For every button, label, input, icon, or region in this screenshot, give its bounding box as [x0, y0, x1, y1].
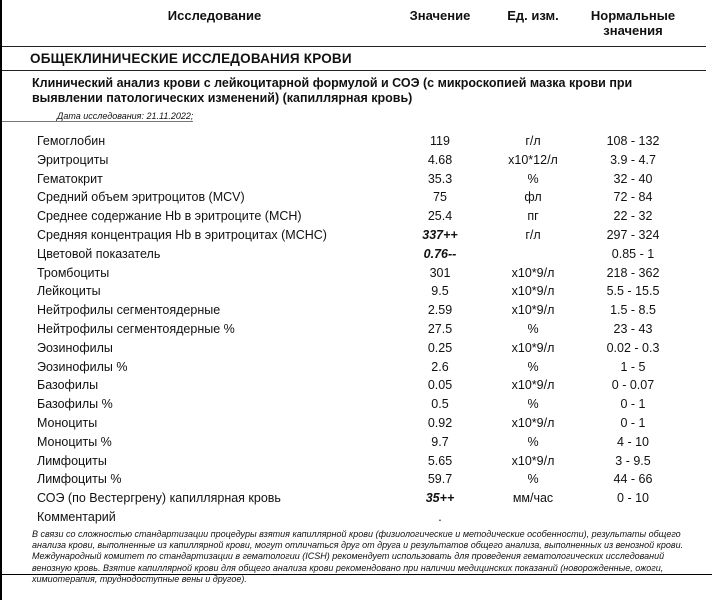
- table-row: [2, 226, 706, 245]
- row-norm: 4 - 10: [617, 434, 649, 449]
- table-row: [2, 264, 706, 283]
- row-unit: %: [527, 397, 539, 412]
- row-norm: 5.5 - 15.5: [606, 284, 660, 299]
- table-row: [2, 132, 706, 151]
- row-value: 4.68: [427, 152, 453, 167]
- study-date-wrap: [2, 106, 706, 124]
- row-value: 2.59: [427, 303, 453, 318]
- table-row: [2, 452, 706, 471]
- row-value: 35.3: [427, 171, 453, 186]
- table-row: [2, 301, 706, 320]
- table-row: [2, 170, 706, 189]
- row-parameter: Нейтрофилы сегментоядерные: [37, 303, 221, 318]
- panel-title: Клинический анализ крови с лейкоцитарной формулой и СОЭ (с микроскопией мазка крови при выявлении патологических изменений) (капиллярная кровь): [32, 76, 633, 105]
- row-parameter: Базофилы: [37, 378, 99, 393]
- table-row: [2, 320, 706, 339]
- row-value: .: [438, 509, 442, 524]
- row-parameter: Гематокрит: [37, 171, 103, 186]
- row-value: 0.05: [427, 378, 453, 393]
- table-row: [2, 339, 706, 358]
- table-row: [2, 470, 706, 489]
- row-unit: г/л: [525, 227, 541, 242]
- row-value: 0.25: [427, 340, 453, 355]
- row-value: 35++: [425, 491, 455, 506]
- table-row: [2, 151, 706, 170]
- table-row: [2, 433, 706, 452]
- row-unit: %: [527, 321, 539, 336]
- row-norm: 1.5 - 8.5: [610, 303, 656, 318]
- header-norm: Нормальные значения: [590, 8, 676, 38]
- row-norm: 0 - 1: [620, 397, 646, 412]
- row-value: 9.5: [431, 284, 449, 299]
- row-parameter: СОЭ (по Вестергрену) капиллярная кровь: [37, 491, 281, 506]
- row-unit: х10*9/л: [511, 340, 555, 355]
- row-value: 0.5: [431, 397, 449, 412]
- row-norm: 0.85 - 1: [611, 246, 655, 261]
- row-parameter: Эозинофилы %: [37, 359, 128, 374]
- row-unit: %: [527, 434, 539, 449]
- row-value: 25.4: [427, 209, 453, 224]
- row-norm: 1 - 5: [620, 359, 646, 374]
- row-unit: х10*9/л: [511, 453, 555, 468]
- lab-report-page: [2, 0, 712, 585]
- row-parameter: Моноциты: [37, 415, 98, 430]
- row-unit: %: [527, 171, 539, 186]
- row-norm: 3.9 - 4.7: [610, 152, 656, 167]
- row-parameter: Эозинофилы: [37, 340, 113, 355]
- row-unit: %: [527, 359, 539, 374]
- row-parameter: Средний объем эритроцитов (MCV): [37, 190, 245, 205]
- header-unit: Ед. изм.: [507, 8, 559, 23]
- row-unit: фл: [524, 190, 542, 205]
- row-unit: %: [527, 472, 539, 487]
- row-unit: г/л: [525, 134, 541, 148]
- row-unit: х10*9/л: [511, 284, 555, 299]
- results-table: [2, 132, 706, 527]
- header-study: Исследование: [167, 8, 262, 23]
- row-norm: 218 - 362: [606, 265, 660, 280]
- row-unit: пг: [527, 209, 539, 224]
- section-title: ОБЩЕКЛИНИЧЕСКИЕ ИССЛЕДОВАНИЯ КРОВИ: [2, 46, 706, 71]
- table-row: [2, 282, 706, 301]
- row-value: 59.7: [427, 472, 453, 487]
- row-parameter: Базофилы %: [37, 397, 113, 412]
- row-parameter: Лимфоциты: [37, 453, 107, 468]
- row-norm: 297 - 324: [606, 227, 660, 242]
- row-parameter: Нейтрофилы сегментоядерные %: [37, 321, 235, 336]
- row-norm: 32 - 40: [613, 171, 653, 186]
- row-norm: 3 - 9.5: [615, 453, 651, 468]
- row-norm: 72 - 84: [613, 190, 653, 205]
- row-unit: х10*9/л: [511, 378, 555, 393]
- table-row: [2, 508, 706, 527]
- footer-note: В связи со сложностью стандартизации процедуры взятия капиллярной крови (физиологические и методические особенности), результаты общего анализа крови, выполненные из капиллярной крови, могут отличаться друг от друга и результатов общего анализа, выполненных из венозной крови. Международный комитет по стандартизации в гематологии (ICSH) рекомендует использовать для проведения гематологических исследований венозную кровь. Взятие капиллярной крови для общего анализа крови рекомендовано при наличии медицинских показаний (новорожденные, ожоги, химиотерапия, труднодоступные вены и другое).: [32, 528, 684, 584]
- row-norm: 23 - 43: [613, 321, 653, 336]
- table-row: [2, 358, 706, 377]
- row-parameter: Тромбоциты: [37, 265, 110, 280]
- row-value: 2.6: [431, 359, 449, 374]
- table-row: [2, 376, 706, 395]
- table-row: [2, 489, 706, 508]
- row-norm: 0 - 0.07: [611, 378, 655, 393]
- row-parameter: Комментарий: [37, 509, 116, 524]
- header-value: Значение: [409, 8, 471, 23]
- row-value: 5.65: [427, 453, 453, 468]
- row-unit: мм/час: [512, 491, 554, 506]
- table-row: [2, 245, 706, 264]
- table-row: [2, 414, 706, 433]
- row-unit: х10*12/л: [508, 152, 558, 167]
- table-row: [2, 188, 706, 207]
- row-parameter: Цветовой показатель: [37, 246, 161, 261]
- row-unit: х10*9/л: [511, 415, 555, 430]
- study-date: Дата исследования: 21.11.2022;: [2, 108, 193, 122]
- table-row: [2, 207, 706, 226]
- row-norm: 44 - 66: [613, 472, 653, 487]
- row-value: 75: [433, 190, 447, 205]
- row-parameter: Средняя концентрация Hb в эритроцитах (MCHC): [37, 227, 327, 242]
- row-unit: х10*9/л: [511, 303, 555, 318]
- row-norm: 0.02 - 0.3: [606, 340, 660, 355]
- row-parameter: Лимфоциты %: [37, 472, 122, 487]
- row-norm: 0 - 1: [620, 415, 646, 430]
- row-value: 9.7: [431, 434, 449, 449]
- row-value: 119: [430, 134, 450, 148]
- row-norm: 0 - 10: [617, 491, 649, 506]
- table-row: [2, 395, 706, 414]
- row-norm: 108 - 132: [606, 134, 660, 148]
- row-value: 337++: [422, 227, 458, 242]
- row-value: 301: [429, 265, 451, 280]
- row-norm: 22 - 32: [613, 209, 653, 224]
- row-parameter: Среднее содержание Hb в эритроците (MCH): [37, 209, 302, 224]
- row-parameter: Гемоглобин: [37, 134, 106, 148]
- row-parameter: Эритроциты: [37, 152, 109, 167]
- row-parameter: Лейкоциты: [37, 284, 101, 299]
- row-value: 0.76--: [423, 246, 457, 261]
- row-unit: х10*9/л: [511, 265, 555, 280]
- bottom-divider: [2, 574, 712, 575]
- table-header: [2, 4, 706, 38]
- row-parameter: Моноциты %: [37, 434, 112, 449]
- row-value: 0.92: [427, 415, 453, 430]
- row-value: 27.5: [427, 321, 453, 336]
